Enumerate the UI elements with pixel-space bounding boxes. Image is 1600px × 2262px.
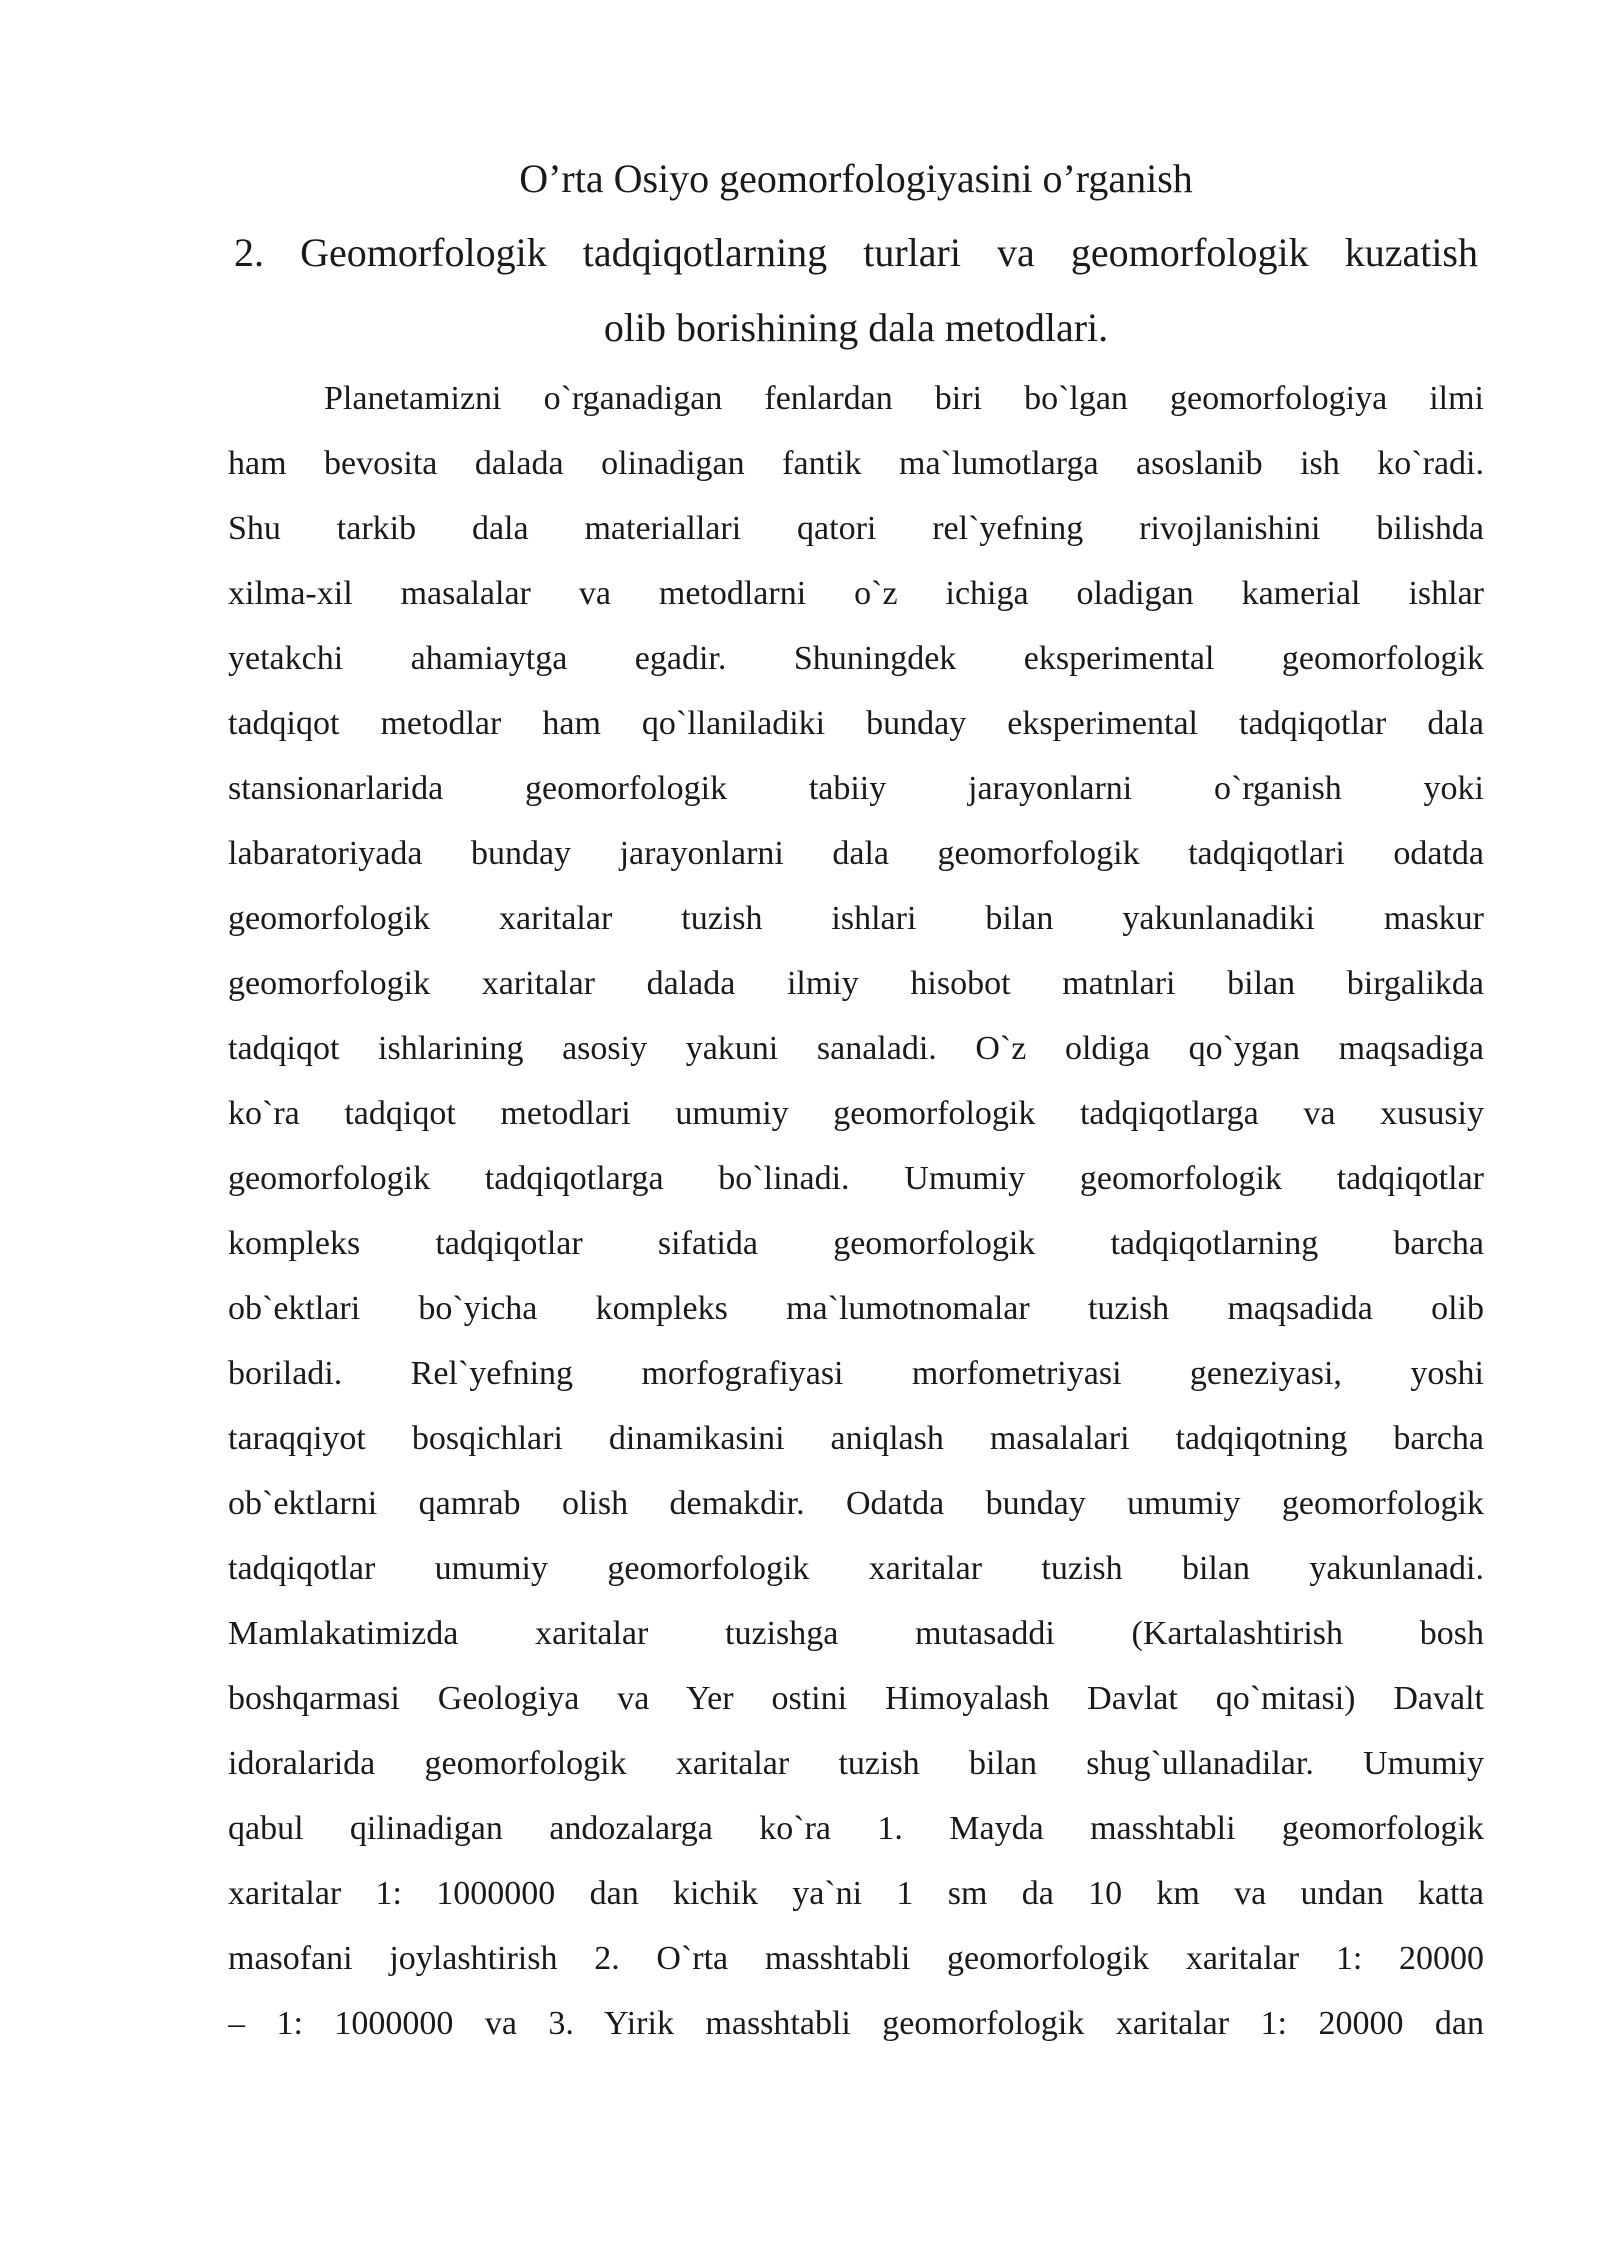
paragraph-line: taraqqiyot bosqichlari dinamikasini aniqlash masalalari tadqiqotning barcha: [228, 1420, 1484, 1457]
paragraph-line: ko`ra tadqiqot metodlari umumiy geomorfologik tadqiqotlarga va xususiy: [228, 1095, 1484, 1132]
paragraph-line: tadqiqot metodlar ham qo`llaniladiki bunday eksperimental tadqiqotlar dala: [228, 705, 1484, 742]
paragraph-line: tadqiqotlar umumiy geomorfologik xaritalar tuzish bilan yakunlanadi.: [228, 1550, 1484, 1587]
paragraph-line: ob`ektlarni qamrab olish demakdir. Odatda bunday umumiy geomorfologik: [228, 1485, 1484, 1522]
section-heading-line-1: [228, 229, 1484, 277]
paragraph-line: masofani joylashtirish 2. O`rta masshtabli geomorfologik xaritalar 1: 20000: [228, 1940, 1484, 1977]
paragraph-line: Mamlakatimizda xaritalar tuzishga mutasaddi (Kartalashtirish bosh: [228, 1615, 1484, 1652]
paragraph-line: geomorfologik tadqiqotlarga bo`linadi. Umumiy geomorfologik tadqiqotlar: [228, 1160, 1484, 1197]
paragraph-line: boriladi. Rel`yefning morfografiyasi morfometriyasi geneziyasi, yoshi: [228, 1355, 1484, 1392]
paragraph-line: xaritalar 1: 1000000 dan kichik ya`ni 1 sm da 10 km va undan katta: [228, 1875, 1484, 1912]
paragraph-line: kompleks tadqiqotlar sifatida geomorfologik tadqiqotlarning barcha: [228, 1225, 1484, 1262]
paragraph-line: geomorfologik xaritalar tuzish ishlari bilan yakunlanadiki maskur: [228, 900, 1484, 937]
body-paragraph: [228, 375, 1484, 2065]
paragraph-line: stansionarlarida geomorfologik tabiiy jarayonlarni o`rganish yoki: [228, 770, 1484, 807]
paragraph-line: idoralarida geomorfologik xaritalar tuzish bilan shug`ullanadilar. Umumiy: [228, 1745, 1484, 1782]
paragraph-line: qabul qilinadigan andozalarga ko`ra 1. Mayda masshtabli geomorfologik: [228, 1810, 1484, 1847]
paragraph-line: – 1: 1000000 va 3. Yirik masshtabli geomorfologik xaritalar 1: 20000 dan: [228, 2005, 1484, 2042]
paragraph-line: boshqarmasi Geologiya va Yer ostini Himoyalash Davlat qo`mitasi) Davalt: [228, 1680, 1484, 1717]
paragraph-line: geomorfologik xaritalar dalada ilmiy hisobot matnlari bilan birgalikda: [228, 965, 1484, 1002]
section-heading-line-2: olib borishining dala metodlari.: [603, 305, 1109, 350]
paragraph-line: Planetamizni o`rganadigan fenlardan biri bo`lgan geomorfologiya ilmi: [324, 380, 1484, 417]
document-title: O’rta Osiyo geomorfologiyasini o’rganish: [519, 156, 1193, 201]
paragraph-line: ham bevosita dalada olinadigan fantik ma`lumotlarga asoslanib ish ko`radi.: [228, 445, 1484, 482]
paragraph-line: xilma-xil masalalar va metodlarni o`z ichiga oladigan kamerial ishlar: [228, 575, 1484, 612]
paragraph-line: yetakchi ahamiaytga egadir. Shuningdek eksperimental geomorfologik: [228, 640, 1484, 677]
paragraph-line: labaratoriyada bunday jarayonlarni dala geomorfologik tadqiqotlari odatda: [228, 835, 1484, 872]
section-heading-text-1: 2. Geomorfologik tadqiqotlarning turlari va geomorfologik kuzatish: [234, 230, 1478, 275]
paragraph-line: ob`ektlari bo`yicha kompleks ma`lumotnomalar tuzish maqsadida olib: [228, 1290, 1484, 1327]
paragraph-line: tadqiqot ishlarining asosiy yakuni sanaladi. O`z oldiga qo`ygan maqsadiga: [228, 1030, 1484, 1067]
paragraph-line: Shu tarkib dala materiallari qatori rel`yefning rivojlanishini bilishda: [228, 510, 1484, 547]
